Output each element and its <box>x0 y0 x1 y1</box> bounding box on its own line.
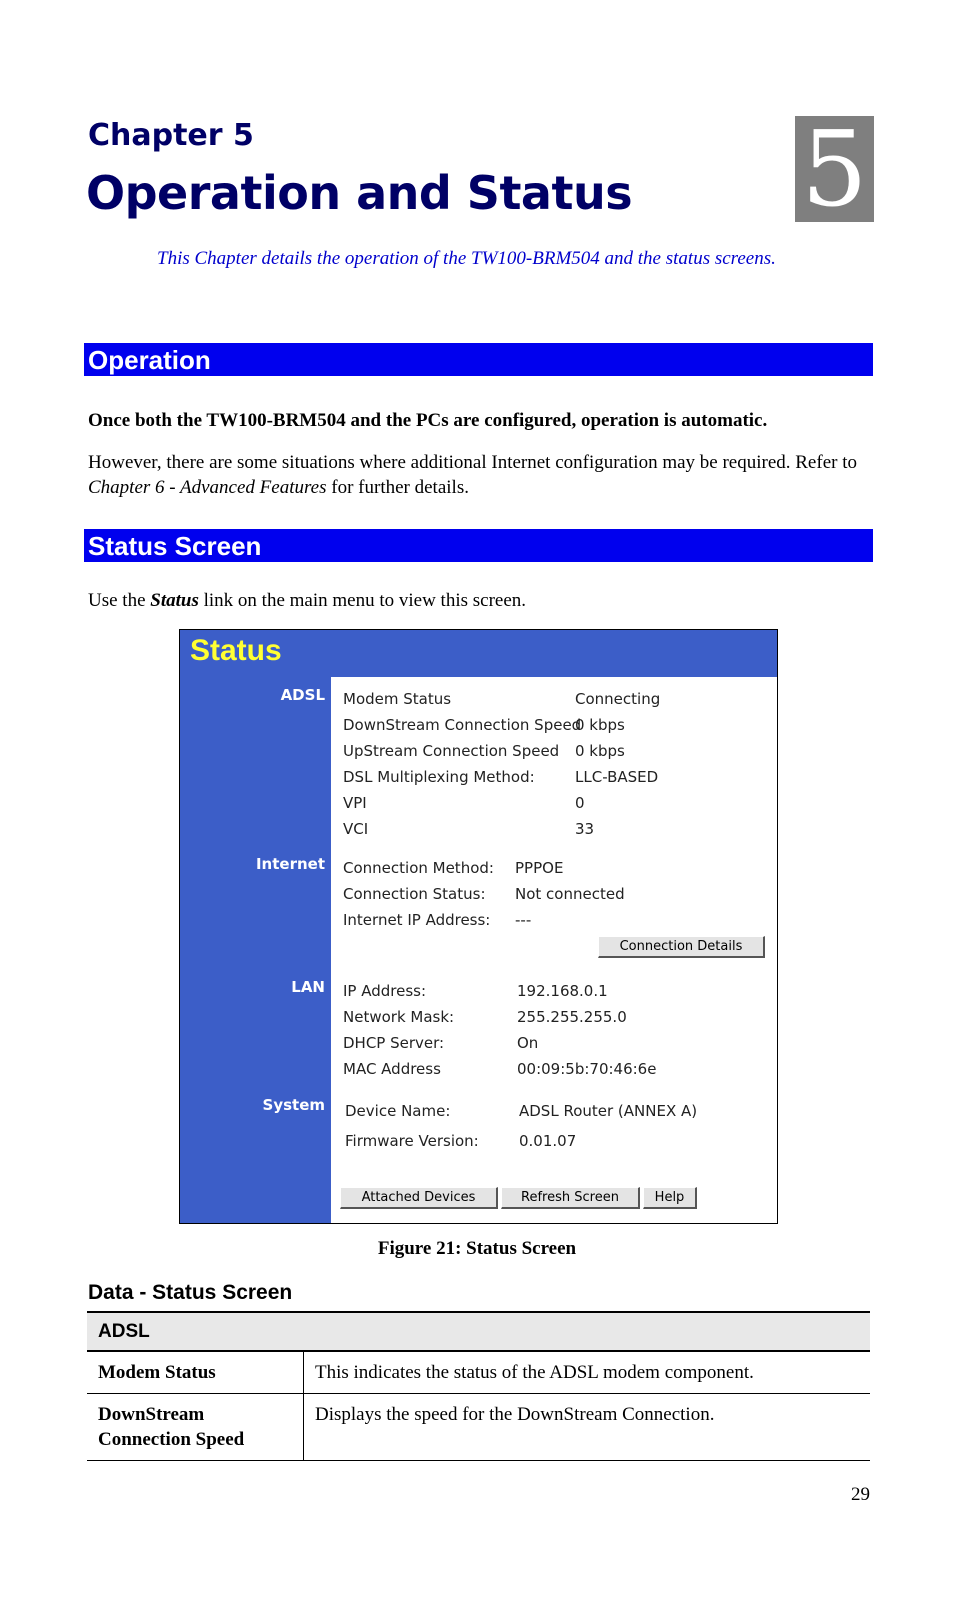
adsl-vpi-label: VPI <box>343 794 367 812</box>
adsl-modem-status-value: Connecting <box>575 690 661 708</box>
status-link-reference: Status <box>150 590 199 611</box>
system-firmware-value: 0.01.07 <box>519 1132 577 1150</box>
group-label-lan: LAN <box>291 978 325 996</box>
page-number: 29 <box>851 1484 870 1505</box>
table-desc: This indicates the status of the ADSL modem component. <box>304 1351 871 1394</box>
internet-method-value: PPPOE <box>515 859 564 877</box>
lan-dhcp-label: DHCP Server: <box>343 1034 445 1052</box>
operation-para-suffix: for further details. <box>326 477 469 498</box>
panel-header <box>180 630 777 677</box>
operation-para-prefix: However, there are some situations where additional Internet configuration may be required. Refer to <box>88 452 857 473</box>
chapter-title: Operation and Status <box>86 166 633 220</box>
section-heading-status-screen: Status Screen <box>84 529 873 562</box>
attached-devices-button[interactable]: Attached Devices <box>340 1187 498 1209</box>
operation-bold-line: Once both the TW100-BRM504 and the PCs are configured, operation is automatic. <box>88 410 768 431</box>
adsl-modem-status-label: Modem Status <box>343 690 452 708</box>
status-instruction-suffix: link on the main menu to view this screen. <box>198 590 527 611</box>
chapter-number-badge: 5 <box>795 116 874 222</box>
help-button[interactable]: Help <box>643 1187 697 1209</box>
adsl-vpi-value: 0 <box>575 794 585 812</box>
figure-caption: Figure 21: Status Screen <box>377 1238 577 1259</box>
chapter-6-reference: Chapter 6 - Advanced Features <box>88 477 327 498</box>
adsl-downstream-value: 0 kbps <box>575 716 625 734</box>
internet-status-label: Connection Status: <box>343 885 486 903</box>
data-subheading: Data - Status Screen <box>88 1281 293 1304</box>
connection-details-button[interactable]: Connection Details <box>598 936 765 958</box>
system-device-label: Device Name: <box>345 1102 451 1120</box>
group-label-system: System <box>262 1096 325 1114</box>
section-heading-operation: Operation <box>84 343 873 376</box>
lan-mask-value: 255.255.255.0 <box>517 1008 627 1026</box>
lan-ip-value: 192.168.0.1 <box>517 982 608 1000</box>
table-row <box>87 1394 870 1461</box>
adsl-downstream-label: DownStream Connection Speed <box>343 716 582 734</box>
group-label-internet: Internet <box>255 855 325 873</box>
status-instruction <box>88 588 868 613</box>
adsl-multiplexing-label: DSL Multiplexing Method: <box>343 768 535 786</box>
table-term: DownStream Connection Speed <box>87 1394 304 1461</box>
lan-mask-label: Network Mask: <box>343 1008 455 1026</box>
internet-status-value: Not connected <box>515 885 625 903</box>
lan-dhcp-value: On <box>517 1034 539 1052</box>
table-term: Modem Status <box>87 1351 304 1394</box>
table-group-label: ADSL <box>87 1312 870 1351</box>
status-instruction-prefix: Use the <box>88 590 151 611</box>
refresh-screen-button[interactable]: Refresh Screen <box>501 1187 640 1209</box>
operation-paragraph <box>88 450 868 500</box>
group-label-adsl: ADSL <box>280 686 325 704</box>
adsl-vci-value: 33 <box>575 820 595 838</box>
panel-sidebar <box>180 677 331 1223</box>
chapter-label: Chapter 5 <box>88 118 254 153</box>
adsl-upstream-value: 0 kbps <box>575 742 625 760</box>
table-row <box>87 1351 870 1394</box>
status-screenshot <box>179 629 778 1224</box>
lan-mac-label: MAC Address <box>343 1060 441 1078</box>
chapter-intro: This Chapter details the operation of the TW100-BRM504 and the status screens. <box>157 248 776 269</box>
internet-ip-value: --- <box>515 911 532 929</box>
panel-title: Status <box>190 634 282 667</box>
system-firmware-label: Firmware Version: <box>345 1132 479 1150</box>
internet-ip-label: Internet IP Address: <box>343 911 491 929</box>
lan-mac-value: 00:09:5b:70:46:6e <box>517 1060 657 1078</box>
internet-method-label: Connection Method: <box>343 859 494 877</box>
adsl-multiplexing-value: LLC-BASED <box>575 768 659 786</box>
table-desc: Displays the speed for the DownStream Connection. <box>304 1394 871 1461</box>
status-data-table <box>87 1311 870 1461</box>
table-group-row <box>87 1312 870 1351</box>
adsl-vci-label: VCI <box>343 820 369 838</box>
adsl-upstream-label: UpStream Connection Speed <box>343 742 560 760</box>
lan-ip-label: IP Address: <box>343 982 427 1000</box>
system-device-value: ADSL Router (ANNEX A) <box>519 1102 698 1120</box>
